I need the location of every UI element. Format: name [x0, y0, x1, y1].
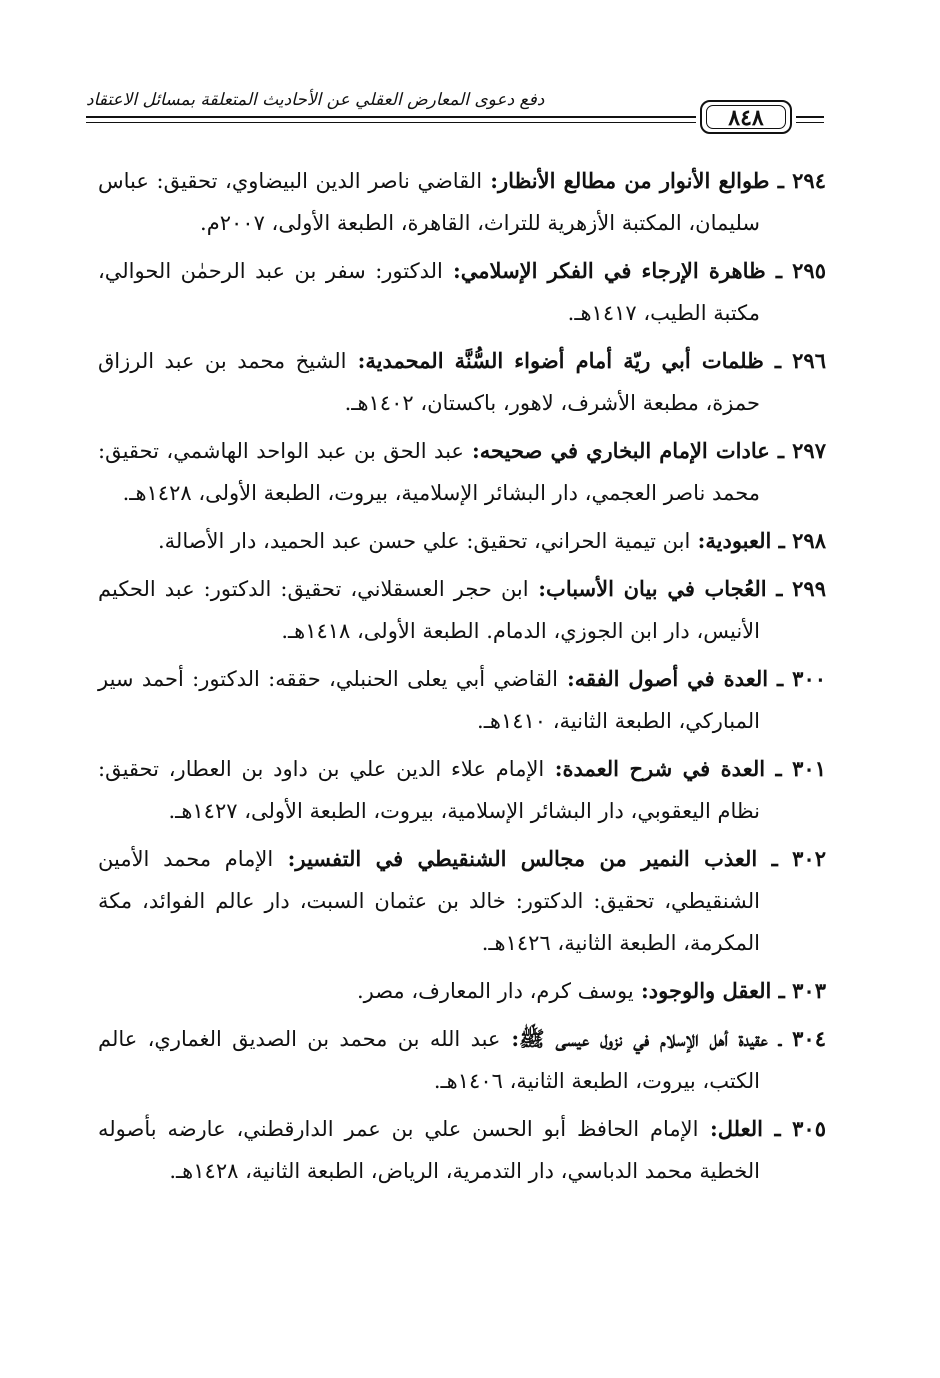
running-title: دفع دعوى المعارض العقلي عن الأحاديث المتعلقة بمسائل الاعتقاد: [86, 90, 545, 110]
entry-title: العلل: [717, 1116, 763, 1141]
bibliography-entry: ٢٩٤ ـ طوالع الأنوار من مطالع الأنظار: القاضي ناصر الدين البيضاوي، تحقيق: عباس سليمان، المكتبة الأزهرية للتراث، القاهرة، الطبعة الأولى، ٢٠٠٧م.: [98, 160, 826, 244]
entry-number: ٣٠٤: [792, 1026, 826, 1051]
entry-details: القاضي ناصر الدين البيضاوي، تحقيق: عباس سليمان، المكتبة الأزهرية للتراث، القاهرة، الطبعة الأولى، ٢٠٠٧م.: [98, 169, 760, 235]
entry-details: عبد الله بن محمد بن الصديق الغماري، عالم الكتب، بيروت، الطبعة الثانية، ١٤٠٦هـ.: [98, 1027, 760, 1093]
entry-number: ٢٩٤: [792, 168, 826, 193]
bibliography-list: [98, 160, 826, 1198]
bibliography-entry: ٣٠١ ـ العدة في شرح العمدة: الإمام علاء الدين علي بن داود بن العطار، تحقيق: نظام اليعقوبي، دار البشائر الإسلامية، بيروت، الطبعة الأولى، ١٤٢٧هـ.: [98, 748, 826, 832]
entry-details: ابن تيمية الحراني، تحقيق: علي حسن عبد الحميد، دار الأصالة.: [157, 529, 691, 553]
bibliography-entry: ٢٩٧ ـ عادات الإمام البخاري في صحيحه: عبد الحق بن عبد الواحد الهاشمي، تحقيق: محمد ناصر العجمي، دار البشائر الإسلامية، بيروت، الطبعة الأولى، ١٤٢٨هـ.: [98, 430, 826, 514]
entry-details: الإمام الحافظ أبو الحسن علي بن عمر الدارقطني، عارضه بأصوله الخطية محمد الدباسي، دار التدمرية، الرياض، الطبعة الثانية، ١٤٢٨هـ.: [98, 1117, 760, 1183]
entry-title: العُجاب في بيان الأسباب: [546, 576, 767, 601]
bibliography-entry: ٣٠٣ ـ العقل والوجود: يوسف كرم، دار المعارف، مصر.: [98, 970, 826, 1012]
entry-details: يوسف كرم، دار المعارف، مصر.: [356, 979, 634, 1003]
entry-number: ٣٠٥: [792, 1116, 826, 1141]
header-rule-right: [796, 116, 824, 118]
bibliography-entry: ٣٠٤ ـ عقيدة أهل الإسلام في نزول عيسى ﷺ: عبد الله بن محمد بن الصديق الغماري، عالم الكتب، بيروت، الطبعة الثانية، ١٤٠٦هـ.: [98, 1018, 826, 1102]
entry-details: الشيخ محمد بن عبد الرزاق حمزة، مطبعة الأشرف، لاهور، باكستان، ١٤٠٢هـ.: [98, 349, 760, 415]
bibliography-entry: ٢٩٩ ـ العُجاب في بيان الأسباب: ابن حجر العسقلاني، تحقيق: الدكتور: عبد الحكيم الأنيس، دار ابن الجوزي، الدمام. الطبعة الأولى، ١٤١٨هـ.: [98, 568, 826, 652]
entry-number: ٣٠٣: [792, 978, 826, 1003]
entry-details: الإمام علاء الدين علي بن داود بن العطار، تحقيق: نظام اليعقوبي، دار البشائر الإسلامية، بيروت، الطبعة الأولى، ١٤٢٧هـ.: [98, 757, 760, 823]
bibliography-entry: ٢٩٨ ـ العبودية: ابن تيمية الحراني، تحقيق: علي حسن عبد الحميد، دار الأصالة.: [98, 520, 826, 562]
bibliography-entry: ٣٠٠ ـ العدة في أصول الفقه: القاضي أبي يعلى الحنبلي، حققه: الدكتور: أحمد سير المباركي، الطبعة الثانية، ١٤١٠هـ.: [98, 658, 826, 742]
entry-title: العدة في شرح العمدة: [562, 756, 766, 781]
header-rule: [86, 116, 696, 118]
entry-number: ٣٠١: [792, 756, 826, 781]
header-rule-right-thin: [796, 122, 824, 123]
entry-number: ٢٩٦: [792, 348, 826, 373]
page-number: ٨٤٨: [706, 105, 786, 129]
entry-title: ظلمات أبي ريّة أمام أضواء السُّنَّة المحمدية: [365, 348, 764, 373]
entry-title: طوالع الأنوار من مطالع الأنظار: [498, 168, 770, 193]
header-rule-thin: [86, 122, 696, 123]
entry-title: العقل والوجود: [648, 978, 772, 1003]
entry-details: الدكتور: سفر بن عبد الرحمٰن الحوالي، مكتبة الطيب، ١٤١٧هـ.: [98, 259, 760, 325]
entry-title: العذب النمير من مجالس الشنقيطي في التفسير: [295, 846, 758, 871]
bibliography-entry: ٣٠٥ ـ العلل: الإمام الحافظ أبو الحسن علي بن عمر الدارقطني، عارضه بأصوله الخطية محمد الدباسي، دار التدمرية، الرياض، الطبعة الثانية، ١٤٢٨هـ.: [98, 1108, 826, 1192]
entry-number: ٣٠٢: [792, 846, 826, 871]
entry-number: ٢٩٩: [792, 576, 826, 601]
page-number-frame: [700, 100, 792, 134]
entry-number: ٢٩٥: [792, 258, 826, 283]
entry-number: ٣٠٠: [792, 666, 827, 691]
entry-details: القاضي أبي يعلى الحنبلي، حققه: الدكتور: أحمد سير المباركي، الطبعة الثانية، ١٤١٠هـ.: [98, 667, 760, 733]
entry-title: عقيدة أهل الإسلام في نزول عيسى ﷺ: [519, 1026, 768, 1051]
entry-title: العدة في أصول الفقه: [574, 666, 769, 691]
bibliography-entry: ٢٩٦ ـ ظلمات أبي ريّة أمام أضواء السُّنَّة المحمدية: الشيخ محمد بن عبد الرزاق حمزة، مطبعة الأشرف، لاهور، باكستان، ١٤٠٢هـ.: [98, 340, 826, 424]
entry-number: ٢٩٨: [792, 528, 826, 553]
entry-details: ابن حجر العسقلاني، تحقيق: الدكتور: عبد الحكيم الأنيس، دار ابن الجوزي، الدمام. الطبعة الأولى، ١٤١٨هـ.: [98, 577, 760, 643]
bibliography-entry: ٢٩٥ ـ ظاهرة الإرجاء في الفكر الإسلامي: الدكتور: سفر بن عبد الرحمٰن الحوالي، مكتبة الطيب، ١٤١٧هـ.: [98, 250, 826, 334]
entry-number: ٢٩٧: [792, 438, 826, 463]
entry-title: عادات الإمام البخاري في صحيحه: [479, 438, 770, 463]
entry-title: ظاهرة الإرجاء في الفكر الإسلامي: [460, 258, 766, 283]
entry-title: العبودية: [705, 528, 772, 553]
page-header: [86, 86, 824, 146]
entry-details: عبد الحق بن عبد الواحد الهاشمي، تحقيق: محمد ناصر العجمي، دار البشائر الإسلامية، بيروت، الطبعة الأولى، ١٤٢٨هـ.: [98, 439, 760, 505]
bibliography-entry: ٣٠٢ ـ العذب النمير من مجالس الشنقيطي في التفسير: الإمام محمد الأمين الشنقيطي، تحقيق: الدكتور: خالد بن عثمان السبت، دار عالم الفوائد، مكة المكرمة، الطبعة الثانية، ١٤٢٦هـ.: [98, 838, 826, 964]
entry-details: الإمام محمد الأمين الشنقيطي، تحقيق: الدكتور: خالد بن عثمان السبت، دار عالم الفوائد، مكة المكرمة، الطبعة الثانية، ١٤٢٦هـ.: [98, 847, 760, 955]
